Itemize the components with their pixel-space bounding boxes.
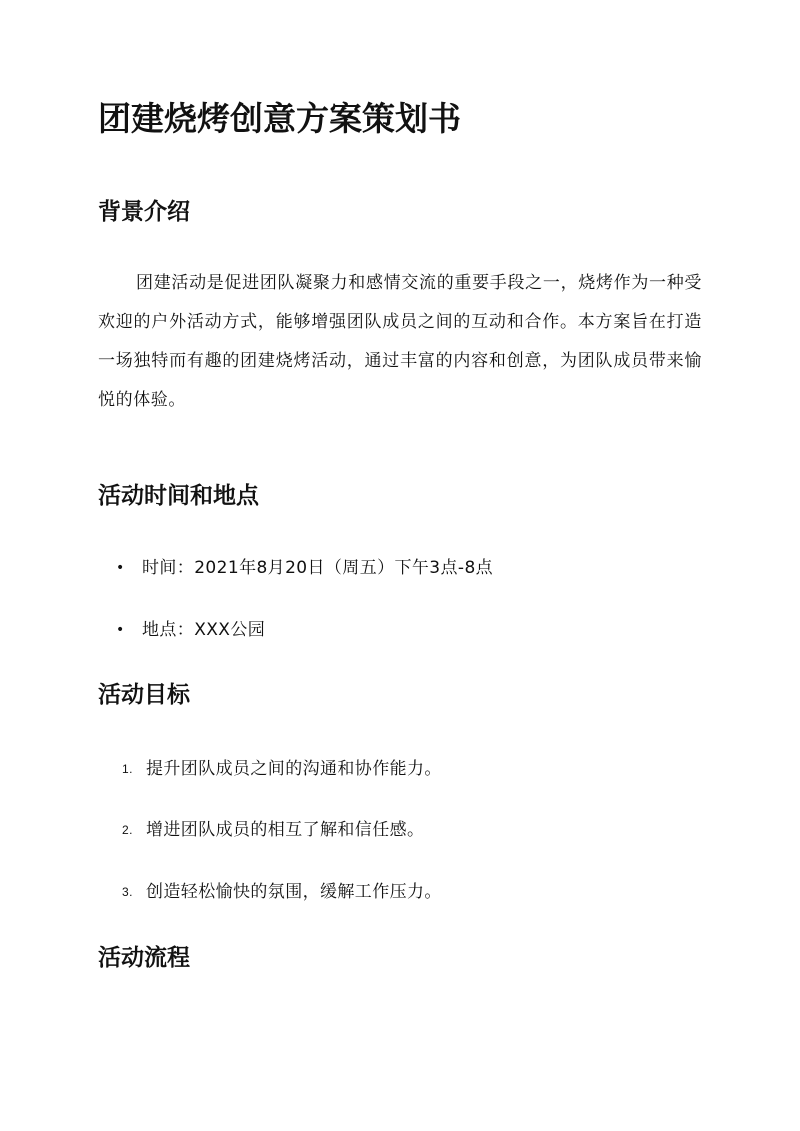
- list-number: 1.: [122, 762, 133, 776]
- list-item-text: 增进团队成员的相互了解和信任感。: [146, 820, 425, 840]
- list-item-text: 地点：XXX公园: [142, 620, 266, 640]
- list-item-goal-3: [98, 877, 442, 907]
- bullet-marker: •: [116, 622, 125, 638]
- background-paragraph: 团建活动是促进团队凝聚力和感情交流的重要手段之一，烧烤作为一种受欢迎的户外活动方式，能够增强团队成员之间的互动和合作。本方案旨在打造一场独特而有趣的团建烧烤活动，通过丰富的内容和创意，为团队成员带来愉悦的体验。: [98, 273, 702, 410]
- heading-process: 活动流程: [98, 945, 190, 971]
- list-item-text: 创造轻松愉快的氛围，缓解工作压力。: [146, 882, 442, 902]
- list-number: 3.: [122, 885, 133, 899]
- list-item-text: 时间：2021年8月20日（周五）下午3点-8点: [142, 558, 494, 578]
- list-item-text: 提升团队成员之间的沟通和协作能力。: [146, 759, 442, 779]
- list-number: 2.: [122, 823, 133, 837]
- bullet-marker: •: [116, 560, 125, 576]
- heading-goals: 活动目标: [98, 682, 190, 708]
- list-item-goal-2: [98, 815, 424, 845]
- list-item-goal-1: [98, 754, 442, 784]
- document-title: 团建烧烤创意方案策划书: [98, 99, 461, 138]
- heading-background: 背景介绍: [98, 199, 190, 225]
- list-item-place: [98, 615, 265, 645]
- list-item-time: [98, 553, 493, 583]
- heading-time-place: 活动时间和地点: [98, 483, 259, 509]
